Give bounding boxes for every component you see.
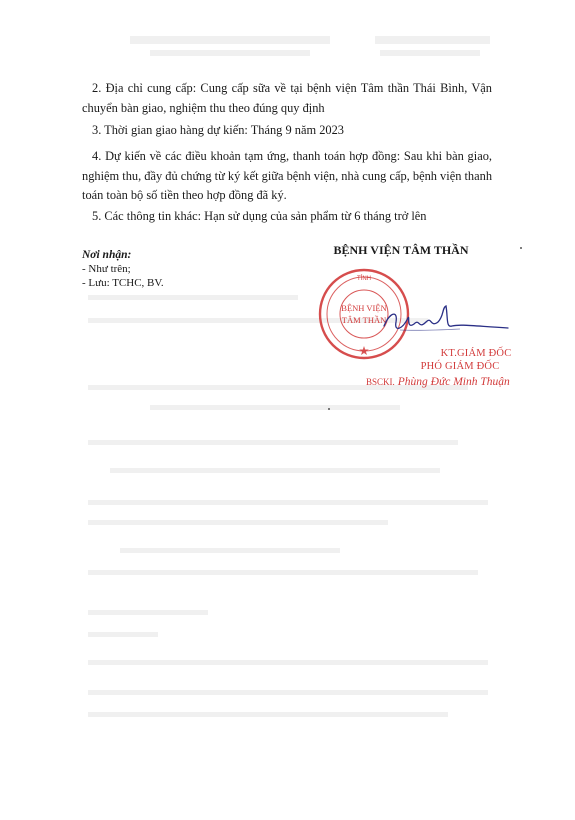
signatory-title-prefix: BSCKI. xyxy=(366,377,395,387)
recipient-line: - Như trên; xyxy=(82,263,131,275)
seal-line2: TÂM THẦN xyxy=(341,315,387,325)
recipients-title: Nơi nhận: xyxy=(82,249,132,261)
item-delivery-time xyxy=(82,121,492,141)
signatory-block xyxy=(366,348,546,388)
seal-top-text: TỈNH xyxy=(357,276,371,282)
item-text: 3. Thời gian giao hàng dự kiến: Tháng 9 năm 2023 xyxy=(92,123,344,137)
signatory-org: BỆNH VIỆN TÂM THẦN xyxy=(333,243,469,257)
recipients-block xyxy=(82,248,164,290)
seal-line1: BỆNH VIỆN xyxy=(341,303,387,313)
speck xyxy=(520,247,522,249)
item-text: 4. Dự kiến về các điều khoản tạm ứng, thanh toán hợp đồng: Sau khi bàn giao, nghiệm thu, đầy đủ chứng từ ký kết giữa bệnh viện, nhà cung cấp, bệnh viện thanh toán toàn bộ số tiền theo hợp đồng đã ký. xyxy=(82,149,493,202)
item-delivery-address xyxy=(82,79,492,118)
item-other-info xyxy=(82,207,492,227)
signatory-for-director: KT.GIÁM ĐỐC xyxy=(440,348,512,359)
item-text: 2. Địa chỉ cung cấp: Cung cấp sữa về tại bệnh viện Tâm thần Thái Bình, Vận chuyển bàn giao, nghiệm thu theo đúng quy định xyxy=(82,81,492,115)
signatory-name: Phùng Đức Minh Thuận xyxy=(397,376,510,388)
signature-icon xyxy=(380,300,510,344)
recipient-line: - Lưu: TCHC, BV. xyxy=(82,277,164,289)
speck xyxy=(328,408,330,410)
item-text: 5. Các thông tin khác: Hạn sử dụng của sản phẩm từ 6 tháng trở lên xyxy=(92,209,427,223)
item-payment-terms xyxy=(82,147,492,206)
signatory-role: PHÓ GIÁM ĐỐC xyxy=(420,361,500,372)
signatory-name-line xyxy=(366,376,546,388)
